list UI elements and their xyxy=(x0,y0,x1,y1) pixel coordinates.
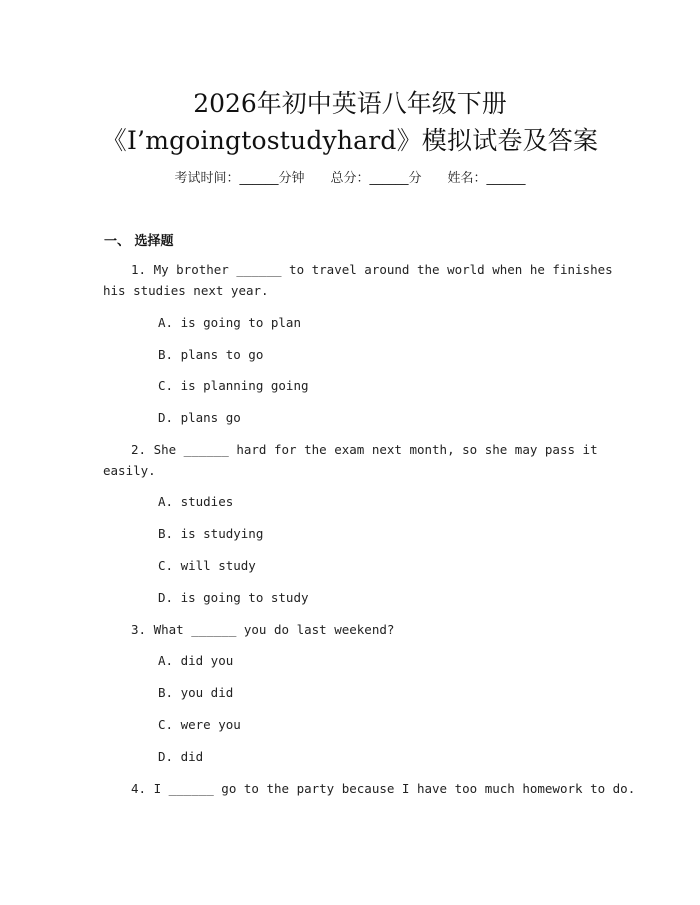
question-2-option-d: D. is going to study xyxy=(158,590,309,605)
question-3-option-a: A. did you xyxy=(158,653,234,668)
question-2-option-c: C. will study xyxy=(158,558,256,573)
question-4-text: 4. I ______ go to the party because I have too much homework to do. xyxy=(131,781,636,796)
question-2-text-cont: easily. xyxy=(103,463,156,478)
question-1-option-a: A. is going to plan xyxy=(158,315,301,330)
question-3-text: 3. What ______ you do last weekend? xyxy=(131,622,395,637)
question-1-text-cont: his studies next year. xyxy=(103,283,269,298)
question-1-option-c: C. is planning going xyxy=(158,378,309,393)
question-1-option-b: B. plans to go xyxy=(158,347,264,362)
question-3-option-d: D. did xyxy=(158,749,204,764)
question-2-text: 2. She ______ hard for the exam next month, so she may pass it xyxy=(131,442,598,457)
question-1-text: 1. My brother ______ to travel around the world when he finishes xyxy=(131,262,613,277)
section-heading: 一、 选择题 xyxy=(104,234,174,249)
question-1-option-d: D. plans go xyxy=(158,410,241,425)
exam-meta xyxy=(0,167,700,186)
score-field: 总分：______分 xyxy=(330,171,422,186)
page-title-line1: 2026年初中英语八年级下册 xyxy=(193,89,507,118)
question-2-option-a: A. studies xyxy=(158,494,234,509)
name-field: 姓名：______ xyxy=(447,171,526,186)
question-3-option-c: C. were you xyxy=(158,717,241,732)
question-2-option-b: B. is studying xyxy=(158,526,264,541)
time-field: 考试时间：______分钟 xyxy=(174,171,305,186)
page-title-line2: 《I’mgoingtostudyhard》模拟试卷及答案 xyxy=(101,126,599,155)
question-3-option-b: B. you did xyxy=(158,685,234,700)
